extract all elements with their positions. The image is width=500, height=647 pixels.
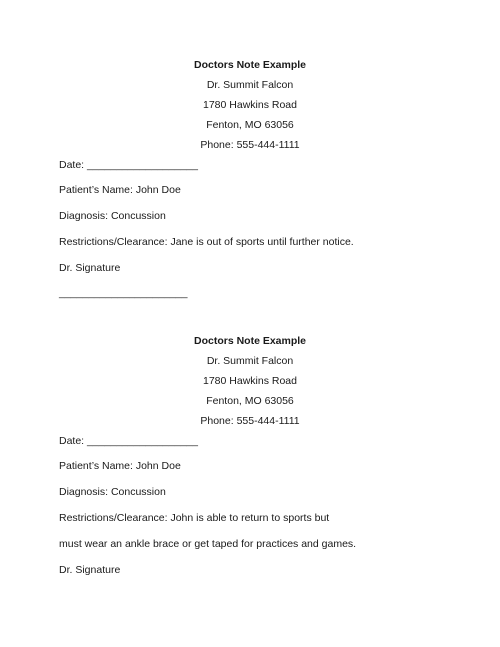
signature-label: Dr. Signature	[59, 262, 121, 274]
date-field: Date: ___________________	[59, 435, 198, 447]
diagnosis: Diagnosis: Concussion	[59, 486, 166, 498]
patient-name: Patient’s Name: John Doe	[59, 460, 181, 472]
restrictions-line-2: must wear an ankle brace or get taped for practices and games.	[59, 538, 357, 550]
restrictions: Restrictions/Clearance: Jane is out of sports until further notice.	[59, 236, 354, 248]
phone: Phone: 555-444-1111	[200, 139, 300, 151]
signature-line: ______________________	[59, 287, 188, 299]
note-title: Doctors Note Example	[193, 59, 307, 71]
doctor-name: Dr. Summit Falcon	[206, 79, 294, 91]
address-line-1: 1780 Hawkins Road	[203, 99, 297, 111]
address-line-1: 1780 Hawkins Road	[203, 375, 297, 387]
phone: Phone: 555-444-1111	[200, 415, 300, 427]
address-line-2: Fenton, MO 63056	[206, 119, 294, 131]
note-title: Doctors Note Example	[193, 335, 307, 347]
address-line-2: Fenton, MO 63056	[206, 395, 294, 407]
doctor-name: Dr. Summit Falcon	[206, 355, 294, 367]
date-field: Date: ___________________	[59, 159, 198, 171]
diagnosis: Diagnosis: Concussion	[59, 210, 166, 222]
patient-name: Patient’s Name: John Doe	[59, 184, 181, 196]
restrictions-line-1: Restrictions/Clearance: John is able to return to sports but	[59, 512, 330, 524]
signature-label: Dr. Signature	[59, 564, 121, 576]
